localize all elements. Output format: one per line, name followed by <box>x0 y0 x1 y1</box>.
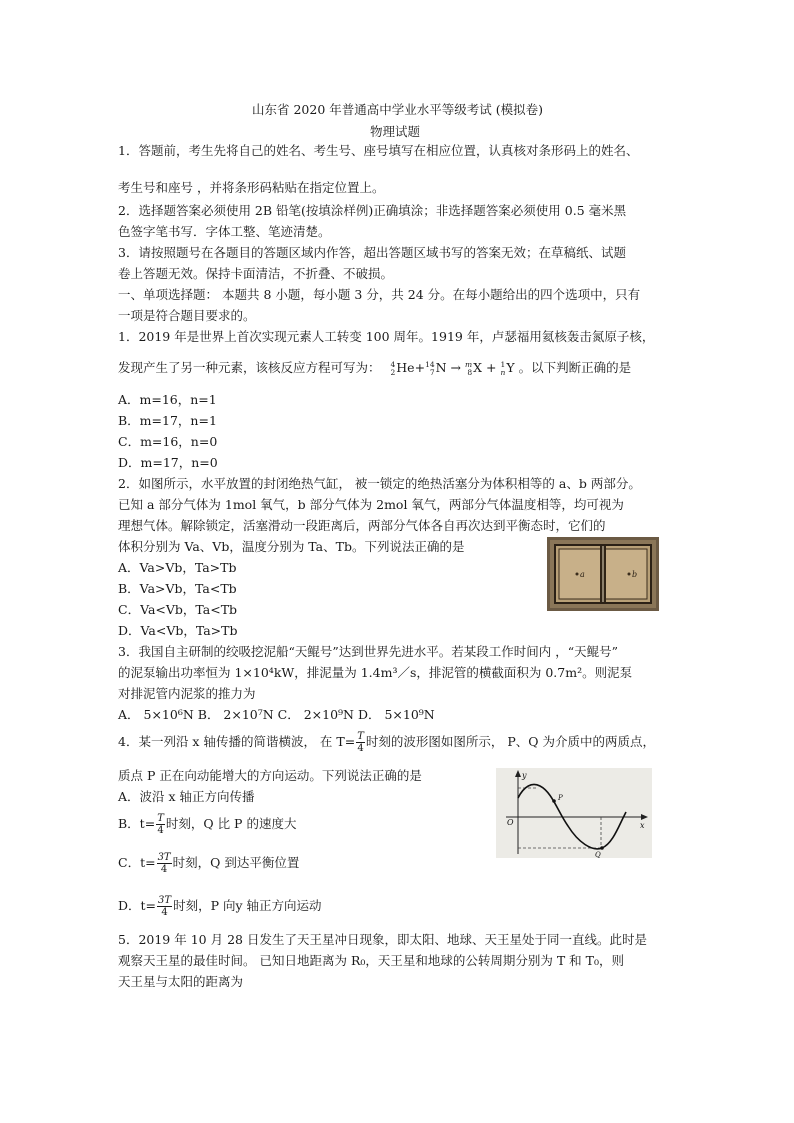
q4-option-c[interactable] <box>118 851 299 875</box>
q3-stem-line-2: 的泥泵输出功率恒为 1×10⁴kW，排泥量为 1.4m³／s，排泥管的横截面积为 0.7m²。则泥泵 <box>118 665 633 680</box>
fraction-c <box>157 852 172 875</box>
y-mass: 1 <box>500 359 506 369</box>
q3-stem-line-1: 3．我国自主研制的绞吸挖泥船“天鲲号”达到世界先进水平。若某段工作时间内 ，“天鲲号” <box>118 644 618 659</box>
arrow: → <box>450 360 462 375</box>
section-heading-line-1: 一、单项选择题： 本题共 8 小题，每小题 3 分，共 24 分。在每小题给出的四个选项中，只有 <box>118 287 641 302</box>
q1-option-b[interactable]: B．m=17，n=1 <box>118 413 217 428</box>
q1-option-d[interactable]: D．m=17，n=0 <box>118 455 218 470</box>
q1-stem-suffix: 。以下判断正确的是 <box>518 360 632 375</box>
q3-stem-line-3: 对排泥管内泥浆的推力为 <box>118 686 256 701</box>
q4-b-post: 时刻，Q 比 P 的速度大 <box>165 816 297 831</box>
wave-diagram <box>496 768 652 858</box>
q2-stem-line-4: 体积分别为 Va、Vb，温度分别为 Ta、Tb。下列说法正确的是 <box>118 539 465 554</box>
x-mass: m <box>465 359 473 369</box>
q4-c-pre: C．t= <box>118 855 156 870</box>
fig-axis-y: y <box>522 771 527 780</box>
frac-num: T <box>357 731 364 742</box>
fraction-d <box>157 895 172 918</box>
frac-d-num: 3T <box>158 895 172 906</box>
fig-label-q: Q <box>595 851 601 858</box>
point-q <box>600 846 604 850</box>
q4-c-post: 时刻，Q 到达平衡位置 <box>172 855 300 870</box>
q1-option-a[interactable]: A．m=16，n=1 <box>118 392 217 407</box>
frac-den: 4 <box>357 743 364 754</box>
instruction-1-line-1: 1．答题前，考生先将自己的姓名、考生号、座号填写在相应位置，认真核对条形码上的姓名、 <box>118 143 639 158</box>
q4-option-d[interactable] <box>118 894 322 918</box>
exam-subtitle: 物理试题 <box>370 124 421 139</box>
q2-stem-line-2: 已知 a 部分气体为 1mol 氧气，b 部分气体为 2mol 氧气，两部分气体温度相等，均可视为 <box>118 497 624 512</box>
frac-b-num: T <box>157 813 164 824</box>
instruction-2-line-2: 色签字笔书写．字体工整、笔迹清楚。 <box>118 224 331 239</box>
frac-c-den: 4 <box>160 864 168 875</box>
he-mass: 4 <box>390 359 396 369</box>
q2-option-a[interactable]: A．Va>Vb，Ta>Tb <box>118 560 237 575</box>
frac-d-den: 4 <box>161 907 168 918</box>
q4-stem-post: 时刻的波形图如图所示， P、Q 为介质中的两质点， <box>365 734 655 749</box>
q2-option-c[interactable]: C．Va<Vb，Ta<Tb <box>118 602 238 617</box>
fig-origin: O <box>507 818 514 827</box>
q1-stem-prefix: 发现产生了另一种元素，该核反应方程可写为： <box>118 360 381 375</box>
q1-stem-line-2 <box>118 360 631 377</box>
n-mass: 14 <box>425 359 435 369</box>
fig-label-a: a <box>580 570 585 579</box>
fig-axis-x: x <box>640 821 645 830</box>
fig-label-p: P <box>558 794 563 802</box>
q1-option-c[interactable]: C．m=16，n=0 <box>118 434 218 449</box>
instruction-1-line-2: 考生号和座号 ，并将条形码粘贴在指定位置上。 <box>118 180 385 195</box>
n-charge: 7 <box>429 367 435 377</box>
instruction-3-line-2: 卷上答题无效。保持卡面清洁，不折叠、不破损。 <box>118 266 394 281</box>
section-heading-line-2: 一项是符合题目要求的。 <box>118 308 256 323</box>
x-charge: 8 <box>467 367 473 377</box>
q4-option-b[interactable] <box>118 812 296 836</box>
cylinder-diagram <box>547 537 659 611</box>
fraction-b <box>156 813 165 836</box>
frac-c-num: 3T <box>157 852 171 863</box>
point-p <box>552 799 556 803</box>
q2-stem-line-1: 2．如图所示，水平放置的封闭绝热气缸， 被一锁定的绝热活塞分为体积相等的 a、b 两部分。 <box>118 476 641 491</box>
wave-figure <box>496 768 652 858</box>
q2-option-b[interactable]: B．Va>Vb，Ta<Tb <box>118 581 237 596</box>
q5-stem-line-2: 观察天王星的最佳时间。 已知日地距离为 R₀，天王星和地球的公转周期分别为 T 和 T₀，则 <box>118 953 624 968</box>
exam-title: 山东省 2020 年普通高中学业水平等级考试 (模拟卷) <box>252 102 543 117</box>
cylinder-figure <box>547 537 659 611</box>
q4-d-post: 时刻，P 向y 轴正方向运动 <box>173 898 322 913</box>
y-charge: n <box>500 367 506 377</box>
instruction-3-line-1: 3．请按照题号在各题目的答题区域内作答，超出答题区域书写的答案无效；在草稿纸、试题 <box>118 245 626 260</box>
x-symbol: X + <box>473 360 497 375</box>
q4-stem-line-2: 质点 P 正在向动能增大的方向运动。下列说法正确的是 <box>118 768 422 783</box>
fig-label-b: b <box>632 570 638 579</box>
q1-stem-line-1: 1．2019 年是世界上首次实现元素人工转变 100 周年。1919 年，卢瑟福用氦核轰击氮原子核， <box>118 329 655 344</box>
q4-stem-pre: 4．某一列沿 x 轴传播的简谐横波， 在 T= <box>118 734 356 749</box>
q3-options[interactable]: A． 5×10⁶N B． 2×10⁷N C． 2×10⁹N D． 5×10⁹N <box>118 707 435 722</box>
q5-stem-line-1: 5．2019 年 10 月 28 日发生了天王星冲日现象，即太阳、地球、天王星处于同一直线。此时是 <box>118 932 647 947</box>
q2-option-d[interactable]: D．Va<Vb，Ta>Tb <box>118 623 238 638</box>
fraction-t-over-4 <box>356 731 365 754</box>
he-charge: 2 <box>390 367 396 377</box>
q4-option-a[interactable]: A．波沿 x 轴正方向传播 <box>118 789 255 804</box>
instruction-2-line-1: 2．选择题答案必须使用 2B 铅笔(按填涂样例)正确填涂；非选择题答案必须使用 0.5 毫米黑 <box>118 203 627 218</box>
he-symbol: He+ <box>396 360 426 375</box>
nuclear-equation <box>391 360 519 375</box>
y-symbol: Y <box>506 360 515 375</box>
q4-stem-line-1 <box>118 730 655 754</box>
frac-b-den: 4 <box>157 825 164 836</box>
q4-b-pre: B．t= <box>118 816 156 831</box>
q4-d-pre: D．t= <box>118 898 157 913</box>
q2-stem-line-3: 理想气体。解除锁定，活塞滑动一段距离后，两部分气体各自再次达到平衡态时，它们的 <box>118 518 606 533</box>
q5-stem-line-3: 天王星与太阳的距离为 <box>118 974 244 989</box>
n-symbol: N <box>435 360 447 375</box>
